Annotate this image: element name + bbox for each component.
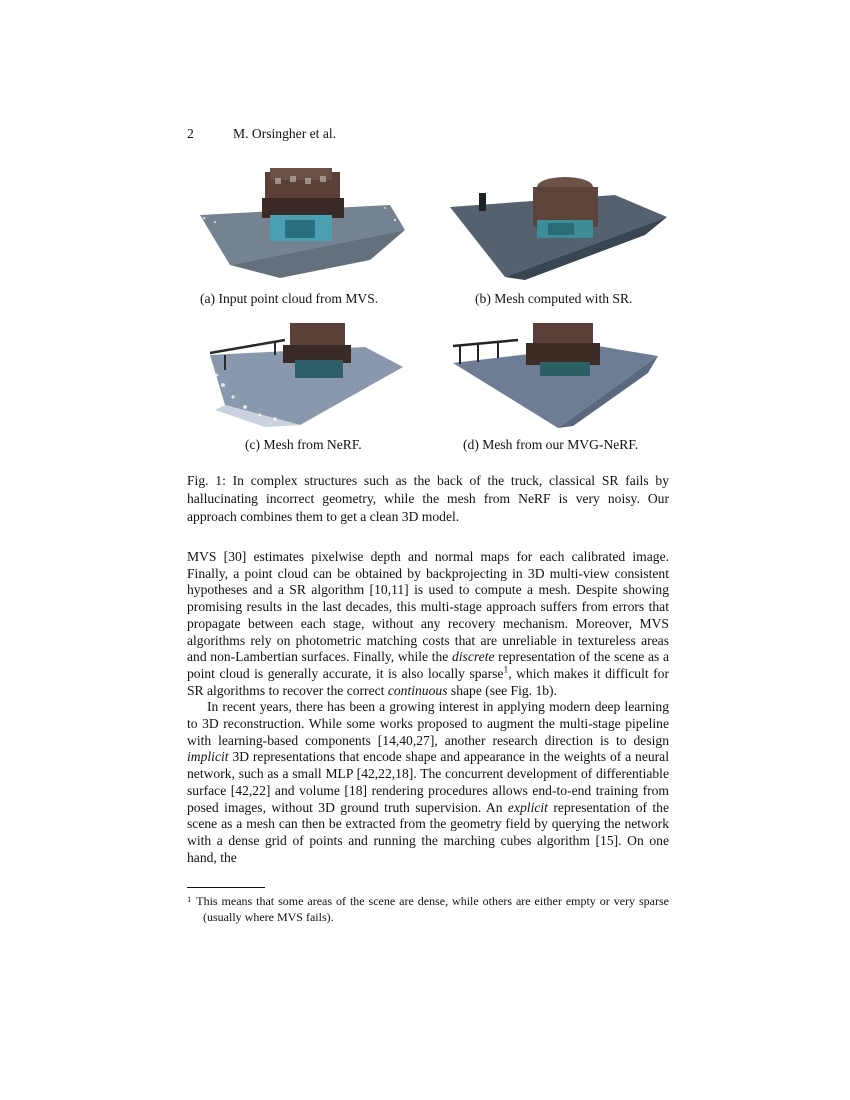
footnote-rule [187,887,265,888]
panel-c-image [205,315,405,427]
footnote-text: This means that some areas of the scene are dense, while others are either empty or very sparse (usually where MVS fails). [196,894,669,924]
panel-a-image [190,160,410,285]
footnote-ref[interactable]: 1 [503,665,509,676]
paragraph-2: In recent years, there has been a growing interest in applying modern deep learning to 3D reconstruction. While some works proposed to augment the multi-stage pipeline with learning-based components [14,40,27], another research direction is to design implicit 3D representations that encode shape and appearance in the weights of a neural network, such as a small MLP [42,22,18]. The concurrent development of differentiable surface [42,22] and volume [18] rendering procedures allows end-to-end training from posed images, without 3D ground truth supervision. An explicit representation of the scene as a mesh can then be extracted from the geometry field by querying the network with a dense grid of points and running the marching cubes algorithm [15]. On one hand, the [187,699,669,865]
paragraph-1: MVS [30] estimates pixelwise depth and normal maps for each calibrated image. Finally, a point cloud can be obtained by backprojecting in 3D multi-view consistent hypotheses and a SR algorithm [10,11] is used to compute a mesh. Despite showing promising results in the last decades, this multi-stage approach suffers from errors that propagate between each stage, without any recovery mechanism. Moreover, MVS algorithms rely on photometric matching costs that are unreliable in textureless areas and non-Lambertian surfaces. Finally, while the discrete representation of the scene as a point cloud is generally accurate, it is also locally sparse$^1$, which makes it difficult for SR algorithms to recover the correct continuous shape (see Fig. 1b). [187,549,669,698]
figure-panel-c [205,315,405,427]
figure-panel-d [448,318,660,430]
subcaption-d: (d) Mesh from our MVG-NeRF. [463,437,639,452]
figure-panel-b [445,165,670,285]
running-head-authors: M. Orsingher et al. [233,126,337,141]
footnote-mark: 1 [187,894,192,904]
subcaption-b: (b) Mesh computed with SR. [475,291,633,306]
figure-caption: Fig. 1: In complex structures such as the back of the truck, classical SR fails by hallucinating incorrect geometry, while the mesh from NeRF is very noisy. Our approach combines them to get a clean 3D model. [187,473,669,524]
subcaption-c: (c) Mesh from NeRF. [245,437,362,452]
body-text [187,549,669,866]
footnote [187,893,669,925]
page-number: 2 [187,126,194,141]
subcaption-a: (a) Input point cloud from MVS. [200,291,379,306]
panel-b-image [445,165,670,285]
panel-d-image [448,318,660,430]
figure-panel-a [190,160,410,285]
